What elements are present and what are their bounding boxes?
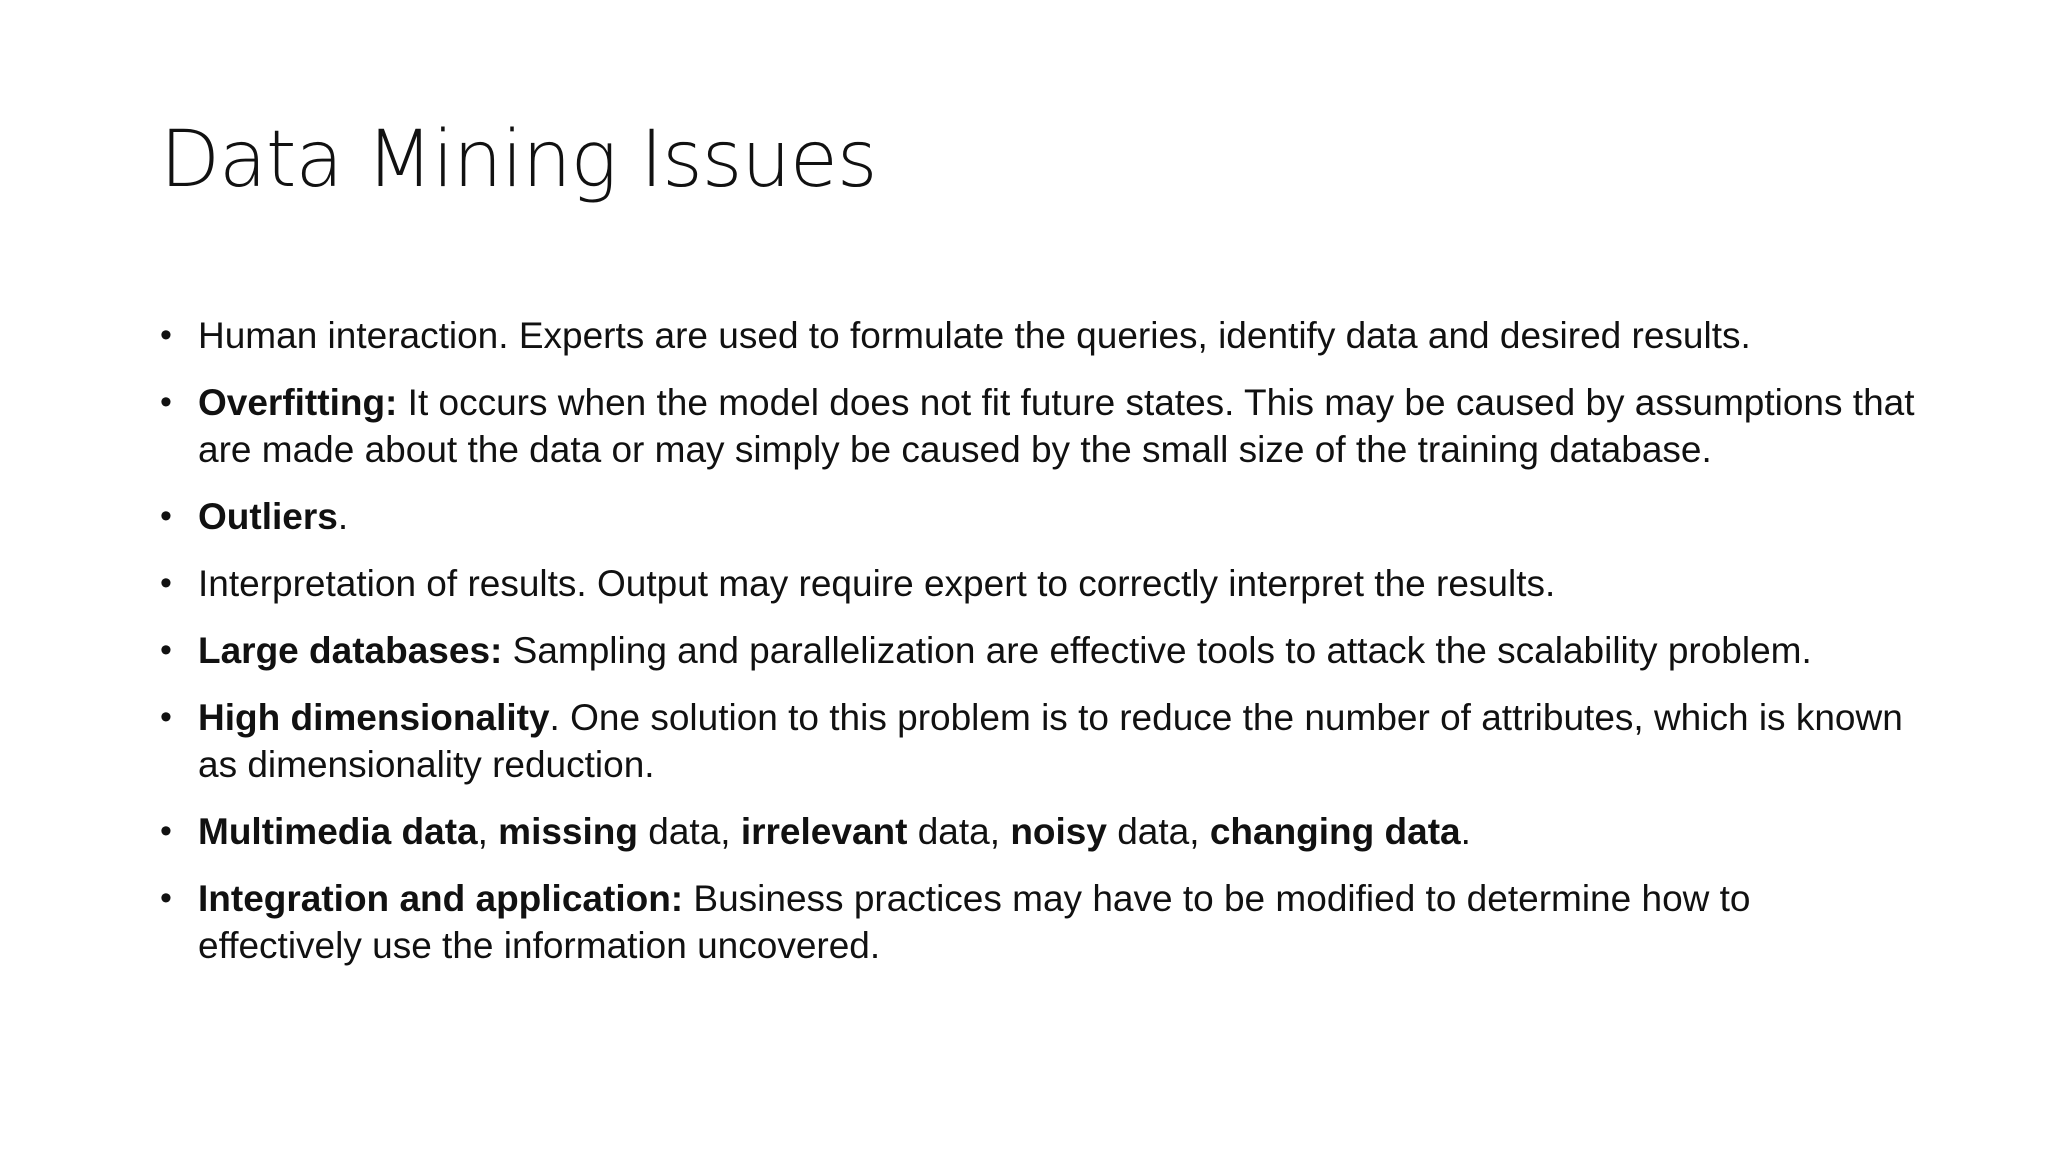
bullet-dot-icon: • — [160, 383, 172, 421]
bullet-dot-icon: • — [160, 631, 172, 669]
bullet-keyword: changing data — [1209, 811, 1461, 852]
bullet-keyword: Multimedia data — [198, 811, 478, 852]
bullet-keyword: High dimensionality — [198, 697, 550, 738]
bullet-dot-icon: • — [160, 812, 172, 850]
bullet-keyword: Overfitting: — [198, 382, 398, 423]
bullet-text: data, — [907, 811, 1011, 852]
bullet-text: It occurs when the model does not fit future states. This may be caused by assumptions that are made about the data or may simply be caused by the small size of the training database. — [198, 382, 1915, 470]
bullet-keyword: Large databases: — [198, 630, 503, 671]
bullet-dot-icon: • — [160, 564, 172, 602]
bullet-keyword: irrelevant — [740, 811, 908, 852]
bullet-text: . — [337, 496, 349, 537]
bullet-keyword: Integration and application: — [198, 878, 684, 919]
bullet-keyword: noisy — [1010, 811, 1107, 852]
slide-title: Data Mining Issues — [160, 115, 877, 205]
bullet-item — [160, 312, 1920, 359]
bullet-keyword: Outliers — [198, 496, 338, 537]
bullet-dot-icon: • — [160, 879, 172, 917]
bullet-text: data, — [638, 811, 741, 852]
bullet-dot-icon: • — [160, 698, 172, 736]
bullet-keyword: missing — [498, 811, 638, 852]
bullet-item — [160, 379, 1920, 473]
bullet-item — [160, 808, 1920, 855]
bullet-item — [160, 627, 1920, 674]
bullet-list — [160, 312, 1920, 989]
bullet-text: Sampling and parallelization are effective tools to attack the scalability problem. — [502, 630, 1812, 671]
bullet-text: Interpretation of results. Output may require expert to correctly interpret the results. — [198, 563, 1556, 604]
bullet-item — [160, 560, 1920, 607]
bullet-text: Business practices may have to be modified to determine how to effectively use the information uncovered. — [198, 878, 1751, 966]
bullet-text: data, — [1106, 811, 1210, 852]
bullet-item — [160, 493, 1920, 540]
bullet-dot-icon: • — [160, 316, 172, 354]
bullet-text: . One solution to this problem is to reduce the number of attributes, which is known as dimensionality reduction. — [198, 697, 1903, 785]
bullet-text: Human interaction. Experts are used to formulate the queries, identify data and desired results. — [198, 315, 1751, 356]
bullet-text: . — [1460, 811, 1471, 852]
bullet-item — [160, 694, 1920, 788]
bullet-dot-icon: • — [160, 497, 172, 535]
bullet-item — [160, 875, 1920, 969]
bullet-text: , — [477, 811, 499, 852]
